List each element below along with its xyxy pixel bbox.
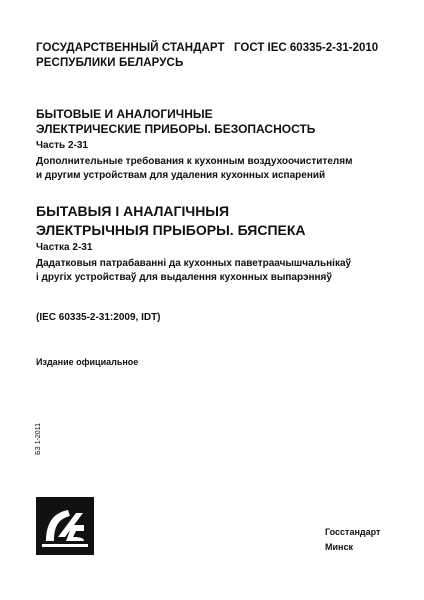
by-subtitle — [36, 257, 351, 285]
by-part: Частка 2-31 — [36, 242, 93, 253]
by-title — [36, 202, 306, 240]
publisher-name: Госстандарт — [325, 527, 381, 537]
edition-label: Издание официальное — [36, 357, 139, 367]
by-subtitle-line1: Дадатковыя патрабаванні да кухонных паветраачышчальнікаў — [36, 258, 352, 269]
by-title-line1: БЫТАВЫЯ I АНАЛАГІЧНЫЯ — [36, 203, 230, 219]
ru-title-line2: ЭЛЕКТРИЧЕСКИЕ ПРИБОРЫ. БЕЗОПАСНОСТЬ — [36, 122, 316, 136]
publisher-city: Минск — [325, 542, 353, 552]
logo-svg — [36, 497, 94, 555]
header-country — [36, 41, 225, 71]
ru-title — [36, 107, 315, 137]
standard-number: ГОСТ IEC 60335-2-31-2010 — [234, 42, 379, 54]
gosstandart-logo-icon — [36, 497, 94, 555]
header-left-line2: РЕСПУБЛИКИ БЕЛАРУСЬ — [36, 57, 184, 69]
iec-reference: (IEC 60335-2-31:2009, IDT) — [36, 312, 161, 323]
ru-title-line1: БЫТОВЫЕ И АНАЛОГИЧНЫЕ — [36, 107, 213, 121]
ru-subtitle — [36, 155, 352, 183]
vertical-code: БЗ 1-2011 — [35, 423, 42, 455]
header-left-line1: ГОСУДАРСТВЕННЫЙ СТАНДАРТ — [36, 42, 225, 54]
logo-underline — [42, 544, 88, 547]
ru-part: Часть 2-31 — [36, 140, 88, 151]
by-subtitle-line2: і другіх устройстваў для выдалення кухонных выпарэнняў — [36, 272, 332, 283]
by-title-line2: ЭЛЕКТРЫЧНЫЯ ПРЫБОРЫ. БЯСПЕКА — [36, 222, 306, 238]
ru-subtitle-line1: Дополнительные требования к кухонным воздухоочистителям — [36, 156, 353, 167]
ru-subtitle-line2: и другим устройствам для удаления кухонных испарений — [36, 170, 326, 181]
